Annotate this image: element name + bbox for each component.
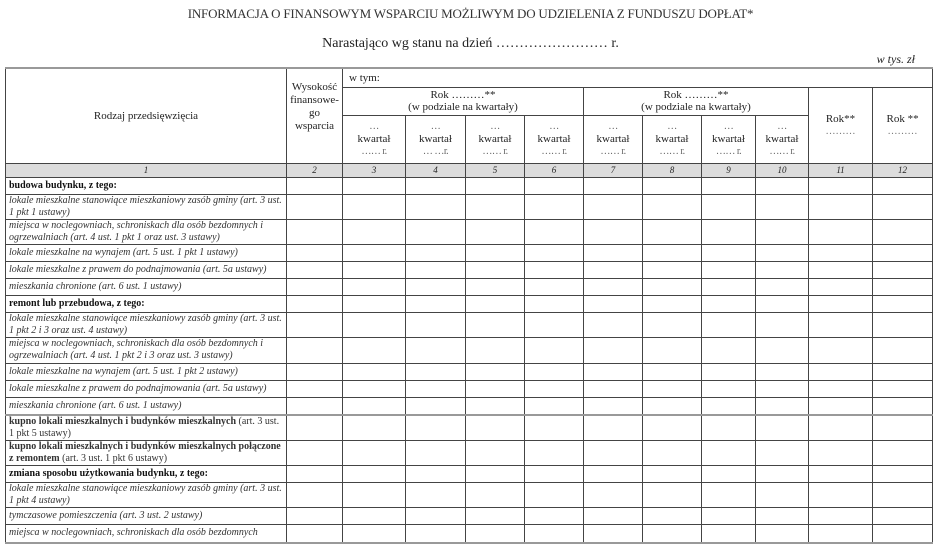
value-cell[interactable] (809, 194, 873, 219)
table-row (6, 278, 933, 295)
value-cell[interactable] (584, 466, 643, 483)
value-cell[interactable] (809, 466, 873, 483)
value-cell[interactable] (756, 244, 809, 261)
value-cell[interactable] (702, 397, 756, 415)
value-cell[interactable] (343, 363, 406, 380)
value-cell[interactable] (702, 261, 756, 278)
value-cell[interactable] (287, 415, 343, 441)
value-cell[interactable] (756, 337, 809, 363)
value-cell[interactable] (873, 261, 933, 278)
value-cell[interactable] (343, 380, 406, 397)
row-label: budowa budynku, z tego: (6, 177, 287, 194)
value-cell[interactable] (525, 312, 584, 337)
document-title: INFORMACJA O FINANSOWYM WSPARCIU MOŻLIWYM DO UDZIELENIA Z FUNDUSZU DOPŁAT* (187, 6, 754, 21)
value-cell[interactable] (584, 380, 643, 397)
value-cell[interactable] (702, 312, 756, 337)
value-cell[interactable] (702, 466, 756, 483)
row-label: miejsca w noclegowniach, schroniskach dla osób bezdomnych (6, 525, 287, 543)
value-cell[interactable] (756, 295, 809, 312)
header-rok-11 (809, 87, 873, 163)
value-cell[interactable] (287, 261, 343, 278)
value-cell[interactable] (466, 261, 525, 278)
value-cell[interactable] (343, 312, 406, 337)
value-cell[interactable] (343, 219, 406, 244)
value-cell[interactable] (466, 525, 525, 543)
header-quarter: … kwartał …… r. (466, 115, 525, 163)
value-cell[interactable] (702, 219, 756, 244)
value-cell[interactable] (584, 278, 643, 295)
value-cell[interactable] (643, 194, 702, 219)
value-cell[interactable] (466, 278, 525, 295)
value-cell[interactable] (466, 508, 525, 525)
value-cell[interactable] (343, 483, 406, 508)
value-cell[interactable] (406, 483, 466, 508)
value-cell[interactable] (466, 312, 525, 337)
value-cell[interactable] (466, 441, 525, 466)
column-number-row (6, 163, 933, 177)
value-cell[interactable] (702, 278, 756, 295)
value-cell[interactable] (584, 261, 643, 278)
value-cell[interactable] (466, 295, 525, 312)
row-label: lokale mieszkalne z prawem do podnajmowania (art. 5a ustawy) (6, 261, 287, 278)
header-quarter: … kwartał …… r. (343, 115, 406, 163)
column-number: 4 (406, 163, 466, 177)
table-row (6, 397, 933, 415)
value-cell[interactable] (809, 508, 873, 525)
value-cell[interactable] (702, 415, 756, 441)
rok-11-label: Rok** (825, 112, 856, 125)
value-cell[interactable] (643, 337, 702, 363)
value-cell[interactable] (756, 397, 809, 415)
row-label: zmiana sposobu użytkowania budynku, z tego: (6, 466, 287, 483)
value-cell[interactable] (756, 525, 809, 543)
value-cell[interactable] (584, 312, 643, 337)
row-label: tymczasowe pomieszczenia (art. 3 ust. 2 ustawy) (6, 508, 287, 525)
table-row (6, 219, 933, 244)
value-cell[interactable] (406, 219, 466, 244)
year-group-2-title: Rok ………** (663, 89, 729, 101)
value-cell[interactable] (584, 337, 643, 363)
value-cell[interactable] (643, 380, 702, 397)
value-cell[interactable] (343, 261, 406, 278)
year-group-1-subtitle: (w podziale na kwartały) (408, 101, 518, 113)
value-cell[interactable] (584, 194, 643, 219)
value-cell[interactable] (406, 466, 466, 483)
header-quarter: … kwartał …… r. (584, 115, 643, 163)
value-cell[interactable] (584, 177, 643, 194)
value-cell[interactable] (343, 397, 406, 415)
value-cell[interactable] (287, 337, 343, 363)
column-number: 1 (6, 163, 287, 177)
value-cell[interactable] (643, 441, 702, 466)
value-cell[interactable] (466, 244, 525, 261)
header-quarter: … kwartał …… r. (525, 115, 584, 163)
header-quarter: … kwartał …… r. (702, 115, 756, 163)
value-cell[interactable] (702, 380, 756, 397)
value-cell[interactable] (406, 337, 466, 363)
value-cell[interactable] (756, 380, 809, 397)
value-cell[interactable] (584, 295, 643, 312)
value-cell[interactable] (343, 177, 406, 194)
value-cell[interactable] (702, 337, 756, 363)
row-label: lokale mieszkalne stanowiące mieszkaniowy zasób gminy (art. 3 ust. 1 pkt 1 ustawy) (6, 194, 287, 219)
value-cell[interactable] (406, 397, 466, 415)
value-cell[interactable] (809, 219, 873, 244)
value-cell[interactable] (873, 337, 933, 363)
value-cell[interactable] (406, 194, 466, 219)
header-rok-12 (873, 87, 933, 163)
value-cell[interactable] (873, 194, 933, 219)
value-cell[interactable] (702, 508, 756, 525)
value-cell[interactable] (343, 508, 406, 525)
year-group-1-title: Rok ………** (430, 89, 496, 101)
value-cell[interactable] (406, 261, 466, 278)
row-label: miejsca w noclegowniach, schroniskach dla osób bezdomnych i ogrzewalniach (art. 4 ust. 1 pkt 2 i 3 oraz ust. 3 ustawy) (6, 337, 287, 363)
value-cell[interactable] (873, 441, 933, 466)
value-cell[interactable] (287, 219, 343, 244)
row-label-reference: (art. 3 ust. 1 pkt 5 ustawy) (9, 415, 280, 439)
value-cell[interactable] (343, 244, 406, 261)
table-row (6, 508, 933, 525)
value-cell[interactable] (643, 261, 702, 278)
value-cell[interactable] (406, 295, 466, 312)
value-cell[interactable] (809, 244, 873, 261)
value-cell[interactable] (873, 278, 933, 295)
row-label: lokale mieszkalne na wynajem (art. 5 ust. 1 pkt 2 ustawy) (6, 363, 287, 380)
value-cell[interactable] (756, 508, 809, 525)
value-cell[interactable] (873, 483, 933, 508)
value-cell[interactable] (525, 219, 584, 244)
value-cell[interactable] (343, 337, 406, 363)
table-row (6, 312, 933, 337)
table-row (6, 380, 933, 397)
value-cell[interactable] (466, 219, 525, 244)
table-row (6, 483, 933, 508)
value-cell[interactable] (643, 177, 702, 194)
value-cell[interactable] (643, 244, 702, 261)
table-row (6, 525, 933, 543)
value-cell[interactable] (287, 177, 343, 194)
value-cell[interactable] (287, 441, 343, 466)
table-row (6, 194, 933, 219)
value-cell[interactable] (343, 525, 406, 543)
value-cell[interactable] (406, 244, 466, 261)
column-number: 10 (756, 163, 809, 177)
row-label-bold: kupno lokali mieszkalnych i budynków mieszkalnych połączone z remontem (9, 441, 281, 464)
value-cell[interactable] (343, 441, 406, 466)
value-cell[interactable] (406, 177, 466, 194)
value-cell[interactable] (756, 261, 809, 278)
value-cell[interactable] (756, 312, 809, 337)
value-cell[interactable] (343, 278, 406, 295)
value-cell[interactable] (809, 337, 873, 363)
document-subtitle: Narastająco wg stanu na dzień …………………… r. (322, 36, 619, 51)
column-number: 11 (809, 163, 873, 177)
value-cell[interactable] (643, 397, 702, 415)
rok-11-dots: ……… (825, 125, 856, 137)
header-rodzaj: Rodzaj przedsięwzięcia (6, 68, 287, 163)
table-row (6, 466, 933, 483)
value-cell[interactable] (809, 397, 873, 415)
value-cell[interactable] (406, 441, 466, 466)
value-cell[interactable] (809, 312, 873, 337)
value-cell[interactable] (466, 415, 525, 441)
value-cell[interactable] (702, 483, 756, 508)
value-cell[interactable] (756, 278, 809, 295)
value-cell[interactable] (466, 380, 525, 397)
table-row (6, 177, 933, 194)
value-cell[interactable] (873, 244, 933, 261)
value-cell[interactable] (406, 278, 466, 295)
table-row (6, 261, 933, 278)
value-cell[interactable] (343, 466, 406, 483)
value-cell[interactable] (287, 244, 343, 261)
column-number: 7 (584, 163, 643, 177)
table-row (6, 363, 933, 380)
value-cell[interactable] (406, 415, 466, 441)
header-wysokosc-line2: finansowe- (290, 94, 339, 106)
value-cell[interactable] (873, 312, 933, 337)
row-label: lokale mieszkalne stanowiące mieszkaniowy zasób gminy (art. 3 ust. 1 pkt 2 i 3 oraz ust. 4 ustawy) (6, 312, 287, 337)
value-cell[interactable] (873, 415, 933, 441)
header-w-tym: w tym: (343, 68, 933, 87)
column-number: 2 (287, 163, 343, 177)
value-cell[interactable] (702, 194, 756, 219)
value-cell[interactable] (756, 466, 809, 483)
value-cell[interactable] (809, 525, 873, 543)
header-quarter: … kwartał …… r. (756, 115, 809, 163)
value-cell[interactable] (756, 415, 809, 441)
header-year-group-2 (584, 87, 809, 115)
value-cell[interactable] (287, 525, 343, 543)
value-cell[interactable] (584, 508, 643, 525)
value-cell[interactable] (525, 363, 584, 380)
value-cell[interactable] (287, 380, 343, 397)
value-cell[interactable] (873, 363, 933, 380)
value-cell[interactable] (525, 415, 584, 441)
header-wysokosc-line4: wsparcia (294, 120, 335, 132)
value-cell[interactable] (809, 441, 873, 466)
value-cell[interactable] (525, 483, 584, 508)
value-cell[interactable] (756, 194, 809, 219)
row-label: lokale mieszkalne stanowiące mieszkaniowy zasób gminy (art. 3 ust. 1 pkt 4 ustawy) (6, 483, 287, 508)
value-cell[interactable] (525, 295, 584, 312)
row-label: remont lub przebudowa, z tego: (6, 295, 287, 312)
value-cell[interactable] (466, 177, 525, 194)
value-cell[interactable] (756, 483, 809, 508)
header-quarter: … kwartał …… r. (643, 115, 702, 163)
value-cell[interactable] (287, 363, 343, 380)
value-cell[interactable] (466, 194, 525, 219)
value-cell[interactable] (873, 508, 933, 525)
value-cell[interactable] (873, 219, 933, 244)
value-cell[interactable] (643, 312, 702, 337)
header-wysokosc-line1: Wysokość (291, 81, 338, 93)
value-cell[interactable] (525, 397, 584, 415)
value-cell[interactable] (643, 363, 702, 380)
value-cell[interactable] (873, 466, 933, 483)
value-cell[interactable] (584, 244, 643, 261)
row-label-bold: kupno lokali mieszkalnych i budynków mieszkalnych (9, 415, 237, 427)
value-cell[interactable] (756, 441, 809, 466)
value-cell[interactable] (525, 278, 584, 295)
value-cell[interactable] (525, 441, 584, 466)
column-number: 12 (873, 163, 933, 177)
value-cell[interactable] (466, 483, 525, 508)
value-cell[interactable] (643, 508, 702, 525)
value-cell[interactable] (343, 415, 406, 441)
column-number: 8 (643, 163, 702, 177)
value-cell[interactable] (643, 525, 702, 543)
value-cell[interactable] (287, 466, 343, 483)
row-label: mieszkania chronione (art. 6 ust. 1 ustawy) (6, 397, 287, 415)
value-cell[interactable] (525, 508, 584, 525)
value-cell[interactable] (466, 363, 525, 380)
row-label (6, 441, 287, 466)
value-cell[interactable] (406, 312, 466, 337)
value-cell[interactable] (525, 261, 584, 278)
row-label: lokale mieszkalne na wynajem (art. 5 ust. 1 pkt 1 ustawy) (6, 244, 287, 261)
unit-label: w tys. zł (876, 52, 915, 66)
rok-12-label: Rok ** (886, 112, 919, 125)
table-row (6, 415, 933, 441)
value-cell[interactable] (702, 177, 756, 194)
value-cell[interactable] (873, 295, 933, 312)
value-cell[interactable] (466, 337, 525, 363)
financing-table (5, 67, 933, 544)
value-cell[interactable] (343, 194, 406, 219)
value-cell[interactable] (406, 525, 466, 543)
value-cell[interactable] (406, 363, 466, 380)
value-cell[interactable] (525, 244, 584, 261)
row-label (6, 415, 287, 441)
value-cell[interactable] (584, 525, 643, 543)
value-cell[interactable] (809, 177, 873, 194)
value-cell[interactable] (643, 483, 702, 508)
value-cell[interactable] (287, 194, 343, 219)
table-row (6, 441, 933, 466)
value-cell[interactable] (756, 219, 809, 244)
value-cell[interactable] (702, 244, 756, 261)
value-cell[interactable] (809, 380, 873, 397)
column-number: 3 (343, 163, 406, 177)
value-cell[interactable] (584, 483, 643, 508)
value-cell[interactable] (525, 337, 584, 363)
value-cell[interactable] (525, 380, 584, 397)
value-cell[interactable] (702, 363, 756, 380)
row-label-reference: (art. 3 ust. 1 pkt 6 ustawy) (59, 453, 168, 464)
value-cell[interactable] (756, 363, 809, 380)
value-cell[interactable] (873, 380, 933, 397)
value-cell[interactable] (584, 363, 643, 380)
value-cell[interactable] (643, 295, 702, 312)
rok-12-dots: ……… (887, 125, 918, 137)
year-group-2-subtitle: (w podziale na kwartały) (641, 101, 751, 113)
row-label: lokale mieszkalne z prawem do podnajmowania (art. 5a ustawy) (6, 380, 287, 397)
value-cell[interactable] (756, 177, 809, 194)
value-cell[interactable] (809, 261, 873, 278)
value-cell[interactable] (873, 525, 933, 543)
value-cell[interactable] (287, 483, 343, 508)
column-number: 9 (702, 163, 756, 177)
value-cell[interactable] (287, 312, 343, 337)
value-cell[interactable] (525, 525, 584, 543)
value-cell[interactable] (809, 483, 873, 508)
value-cell[interactable] (643, 278, 702, 295)
row-label: miejsca w noclegowniach, schroniskach dla osób bezdomnych i ogrzewalniach (art. 4 ust. 1 pkt 1 oraz ust. 3 ustawy) (6, 219, 287, 244)
value-cell[interactable] (584, 219, 643, 244)
value-cell[interactable] (809, 295, 873, 312)
value-cell[interactable] (809, 363, 873, 380)
value-cell[interactable] (702, 441, 756, 466)
column-number: 5 (466, 163, 525, 177)
value-cell[interactable] (287, 278, 343, 295)
value-cell[interactable] (809, 415, 873, 441)
value-cell[interactable] (584, 415, 643, 441)
value-cell[interactable] (702, 525, 756, 543)
value-cell[interactable] (702, 295, 756, 312)
value-cell[interactable] (584, 397, 643, 415)
value-cell[interactable] (287, 508, 343, 525)
value-cell[interactable] (343, 295, 406, 312)
table-row (6, 295, 933, 312)
header-wysokosc-line3: go (309, 107, 320, 119)
row-label: mieszkania chronione (art. 6 ust. 1 ustawy) (6, 278, 287, 295)
value-cell[interactable] (287, 295, 343, 312)
value-cell[interactable] (584, 441, 643, 466)
header-quarter: … kwartał … …r. (406, 115, 466, 163)
value-cell[interactable] (643, 466, 702, 483)
value-cell[interactable] (525, 466, 584, 483)
table-row (6, 337, 933, 363)
header-wysokosc (287, 68, 343, 163)
header-year-group-1 (343, 87, 584, 115)
value-cell[interactable] (643, 415, 702, 441)
value-cell[interactable] (466, 466, 525, 483)
value-cell[interactable] (525, 177, 584, 194)
value-cell[interactable] (525, 194, 584, 219)
value-cell[interactable] (287, 397, 343, 415)
value-cell[interactable] (809, 278, 873, 295)
value-cell[interactable] (643, 219, 702, 244)
column-number: 6 (525, 163, 584, 177)
table-row (6, 244, 933, 261)
value-cell[interactable] (406, 508, 466, 525)
value-cell[interactable] (873, 177, 933, 194)
value-cell[interactable] (406, 380, 466, 397)
value-cell[interactable] (873, 397, 933, 415)
value-cell[interactable] (466, 397, 525, 415)
